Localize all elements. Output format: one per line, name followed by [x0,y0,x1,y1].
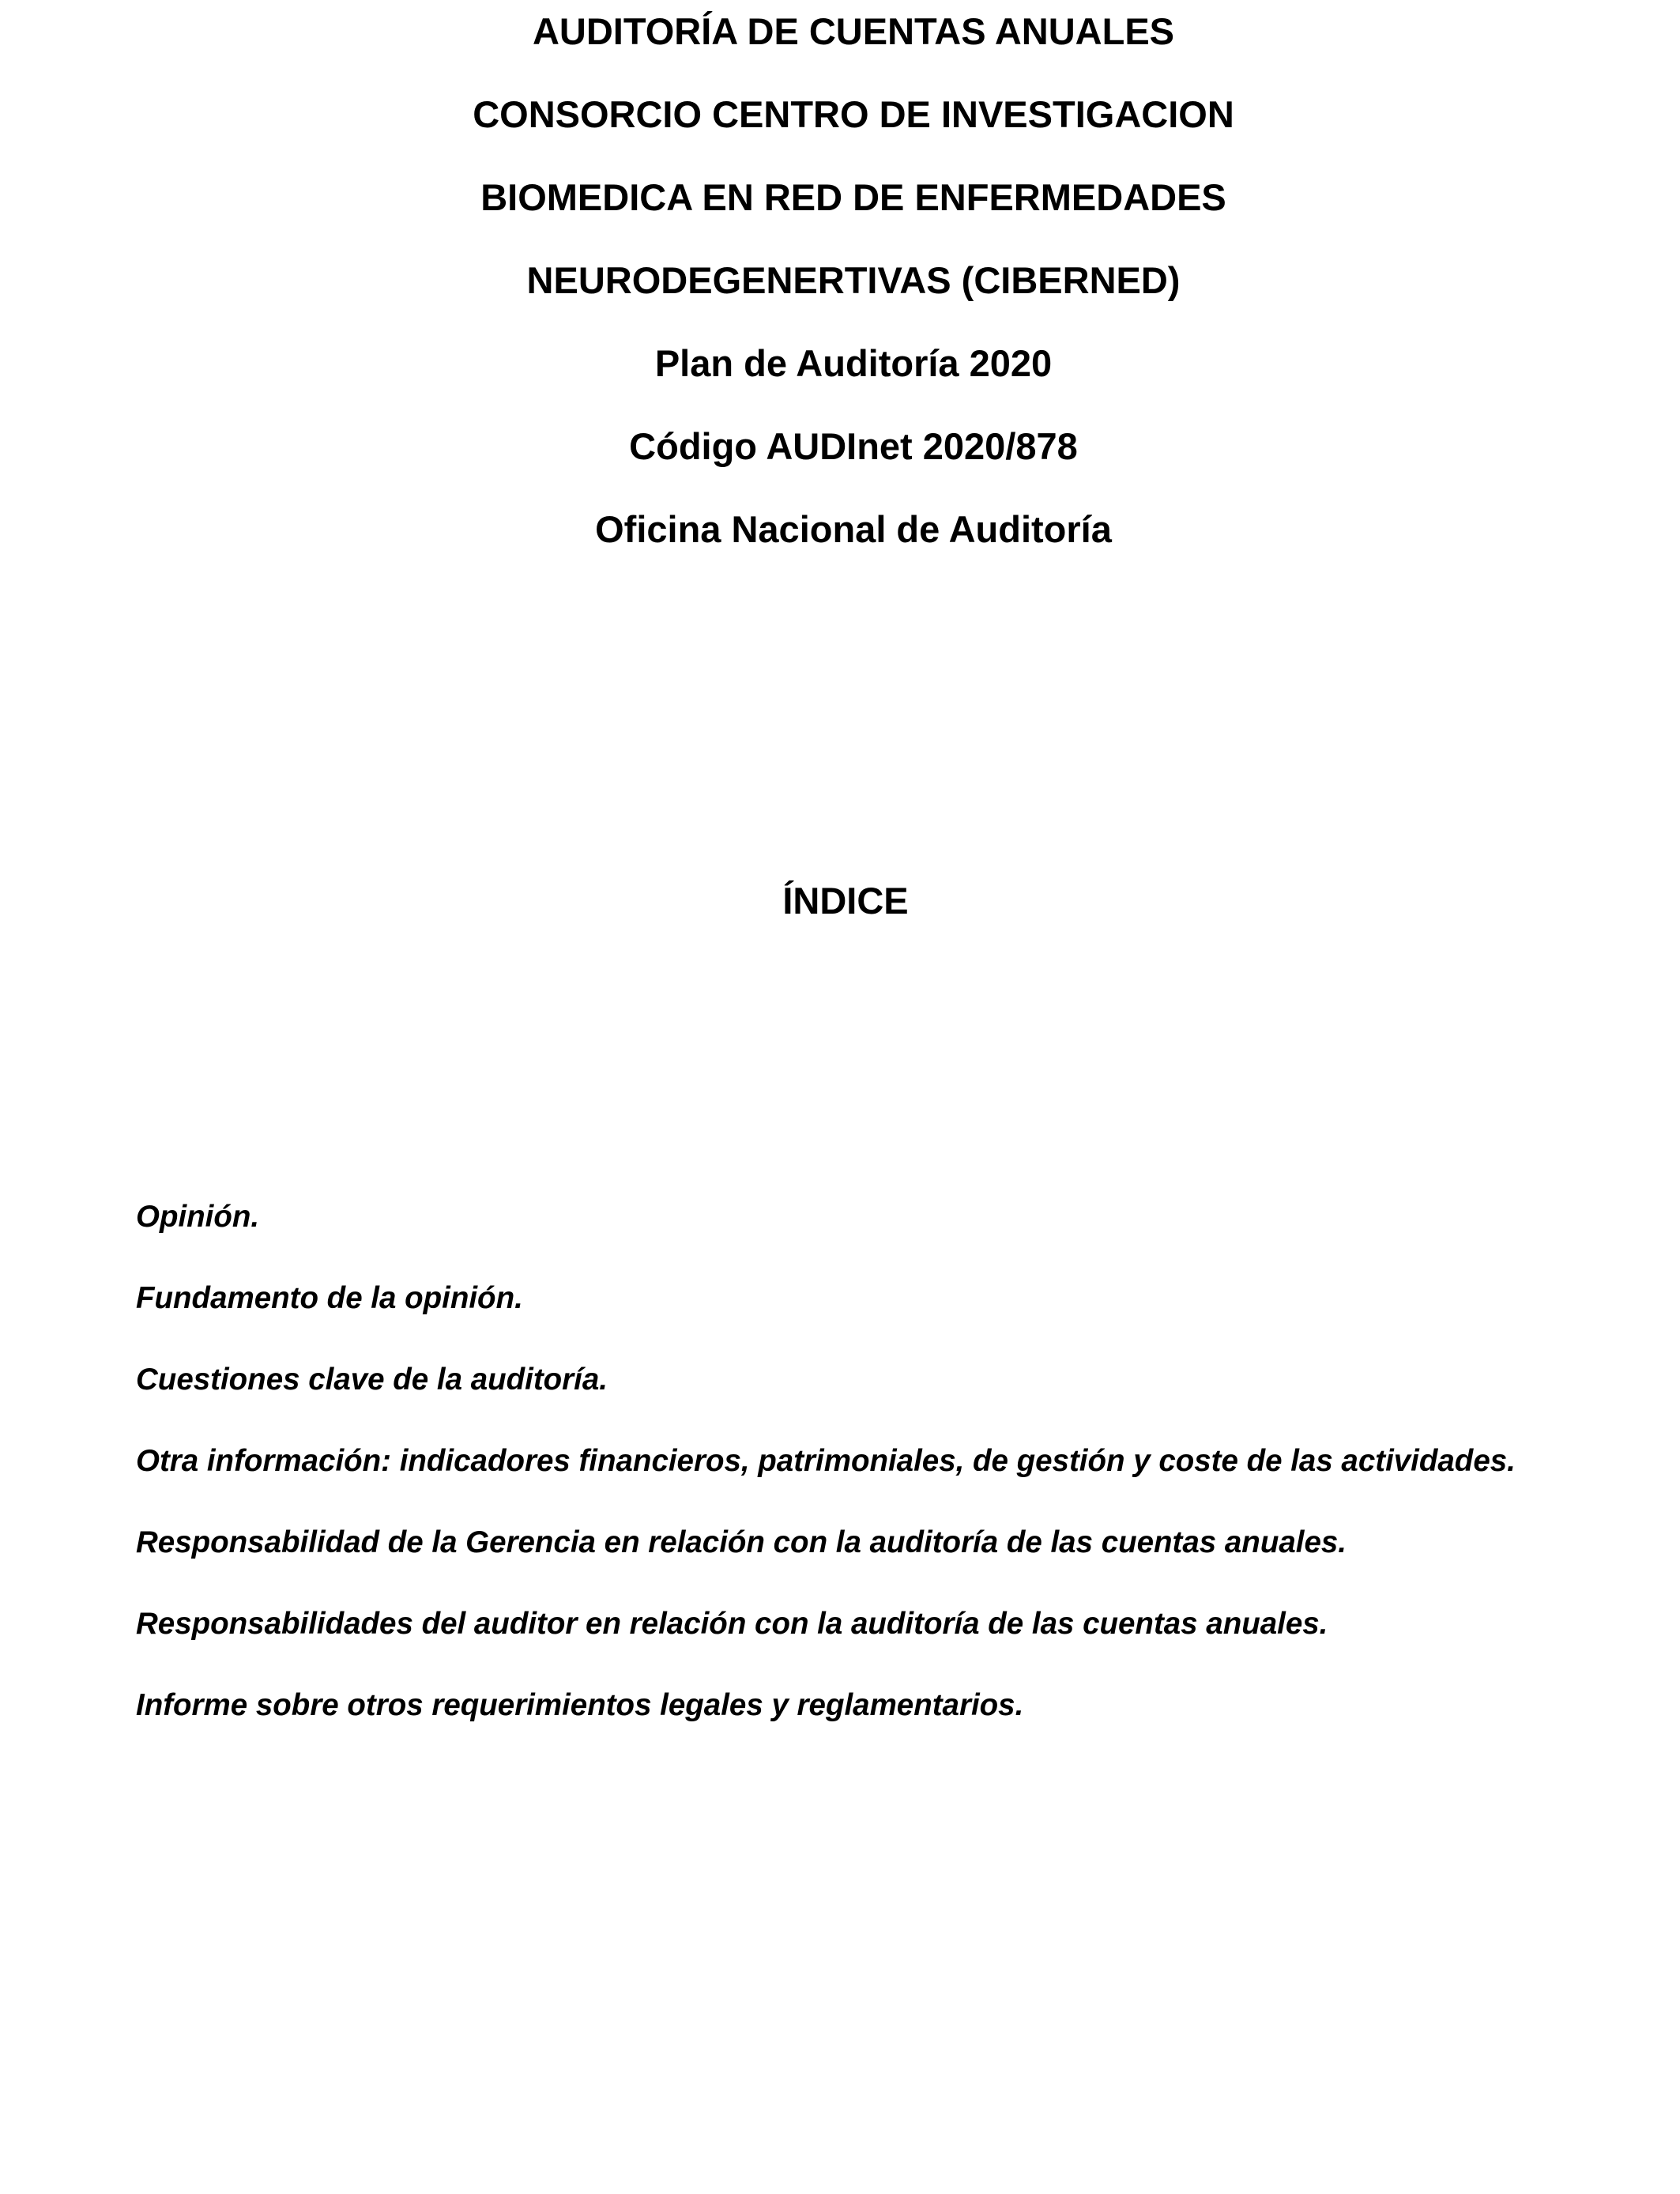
entity-name-line-1: CONSORCIO CENTRO DE INVESTIGACION [473,93,1234,135]
audit-plan: Plan de Auditoría 2020 [654,342,1053,384]
toc-item-otros-requerimientos: Informe sobre otros requerimientos legales y reglamentarios. [136,1688,1024,1722]
toc-item-fundamento: Fundamento de la opinión. [136,1281,523,1315]
entity-name-line-2: BIOMEDICA EN RED DE ENFERMEDADES [480,176,1226,218]
toc-item-opinion: Opinión. [136,1200,260,1234]
entity-name-line-3: NEURODEGENERTIVAS (CIBERNED) [526,259,1181,301]
toc-item-cuestiones-clave: Cuestiones clave de la auditoría. [136,1363,608,1397]
report-title: AUDITORÍA DE CUENTAS ANUALES [532,10,1175,52]
index-heading: ÍNDICE [782,880,909,922]
audinet-code: Código AUDInet 2020/878 [629,425,1078,467]
audit-office: Oficina Nacional de Auditoría [595,508,1112,550]
toc-item-otra-informacion: Otra información: indicadores financieros, patrimoniales, de gestión y coste de las actividades. [136,1444,1516,1478]
toc-item-responsabilidad-gerencia: Responsabilidad de la Gerencia en relación con la auditoría de las cuentas anuales. [136,1525,1347,1559]
toc-item-responsabilidades-auditor: Responsabilidades del auditor en relación con la auditoría de las cuentas anuales. [136,1607,1328,1641]
